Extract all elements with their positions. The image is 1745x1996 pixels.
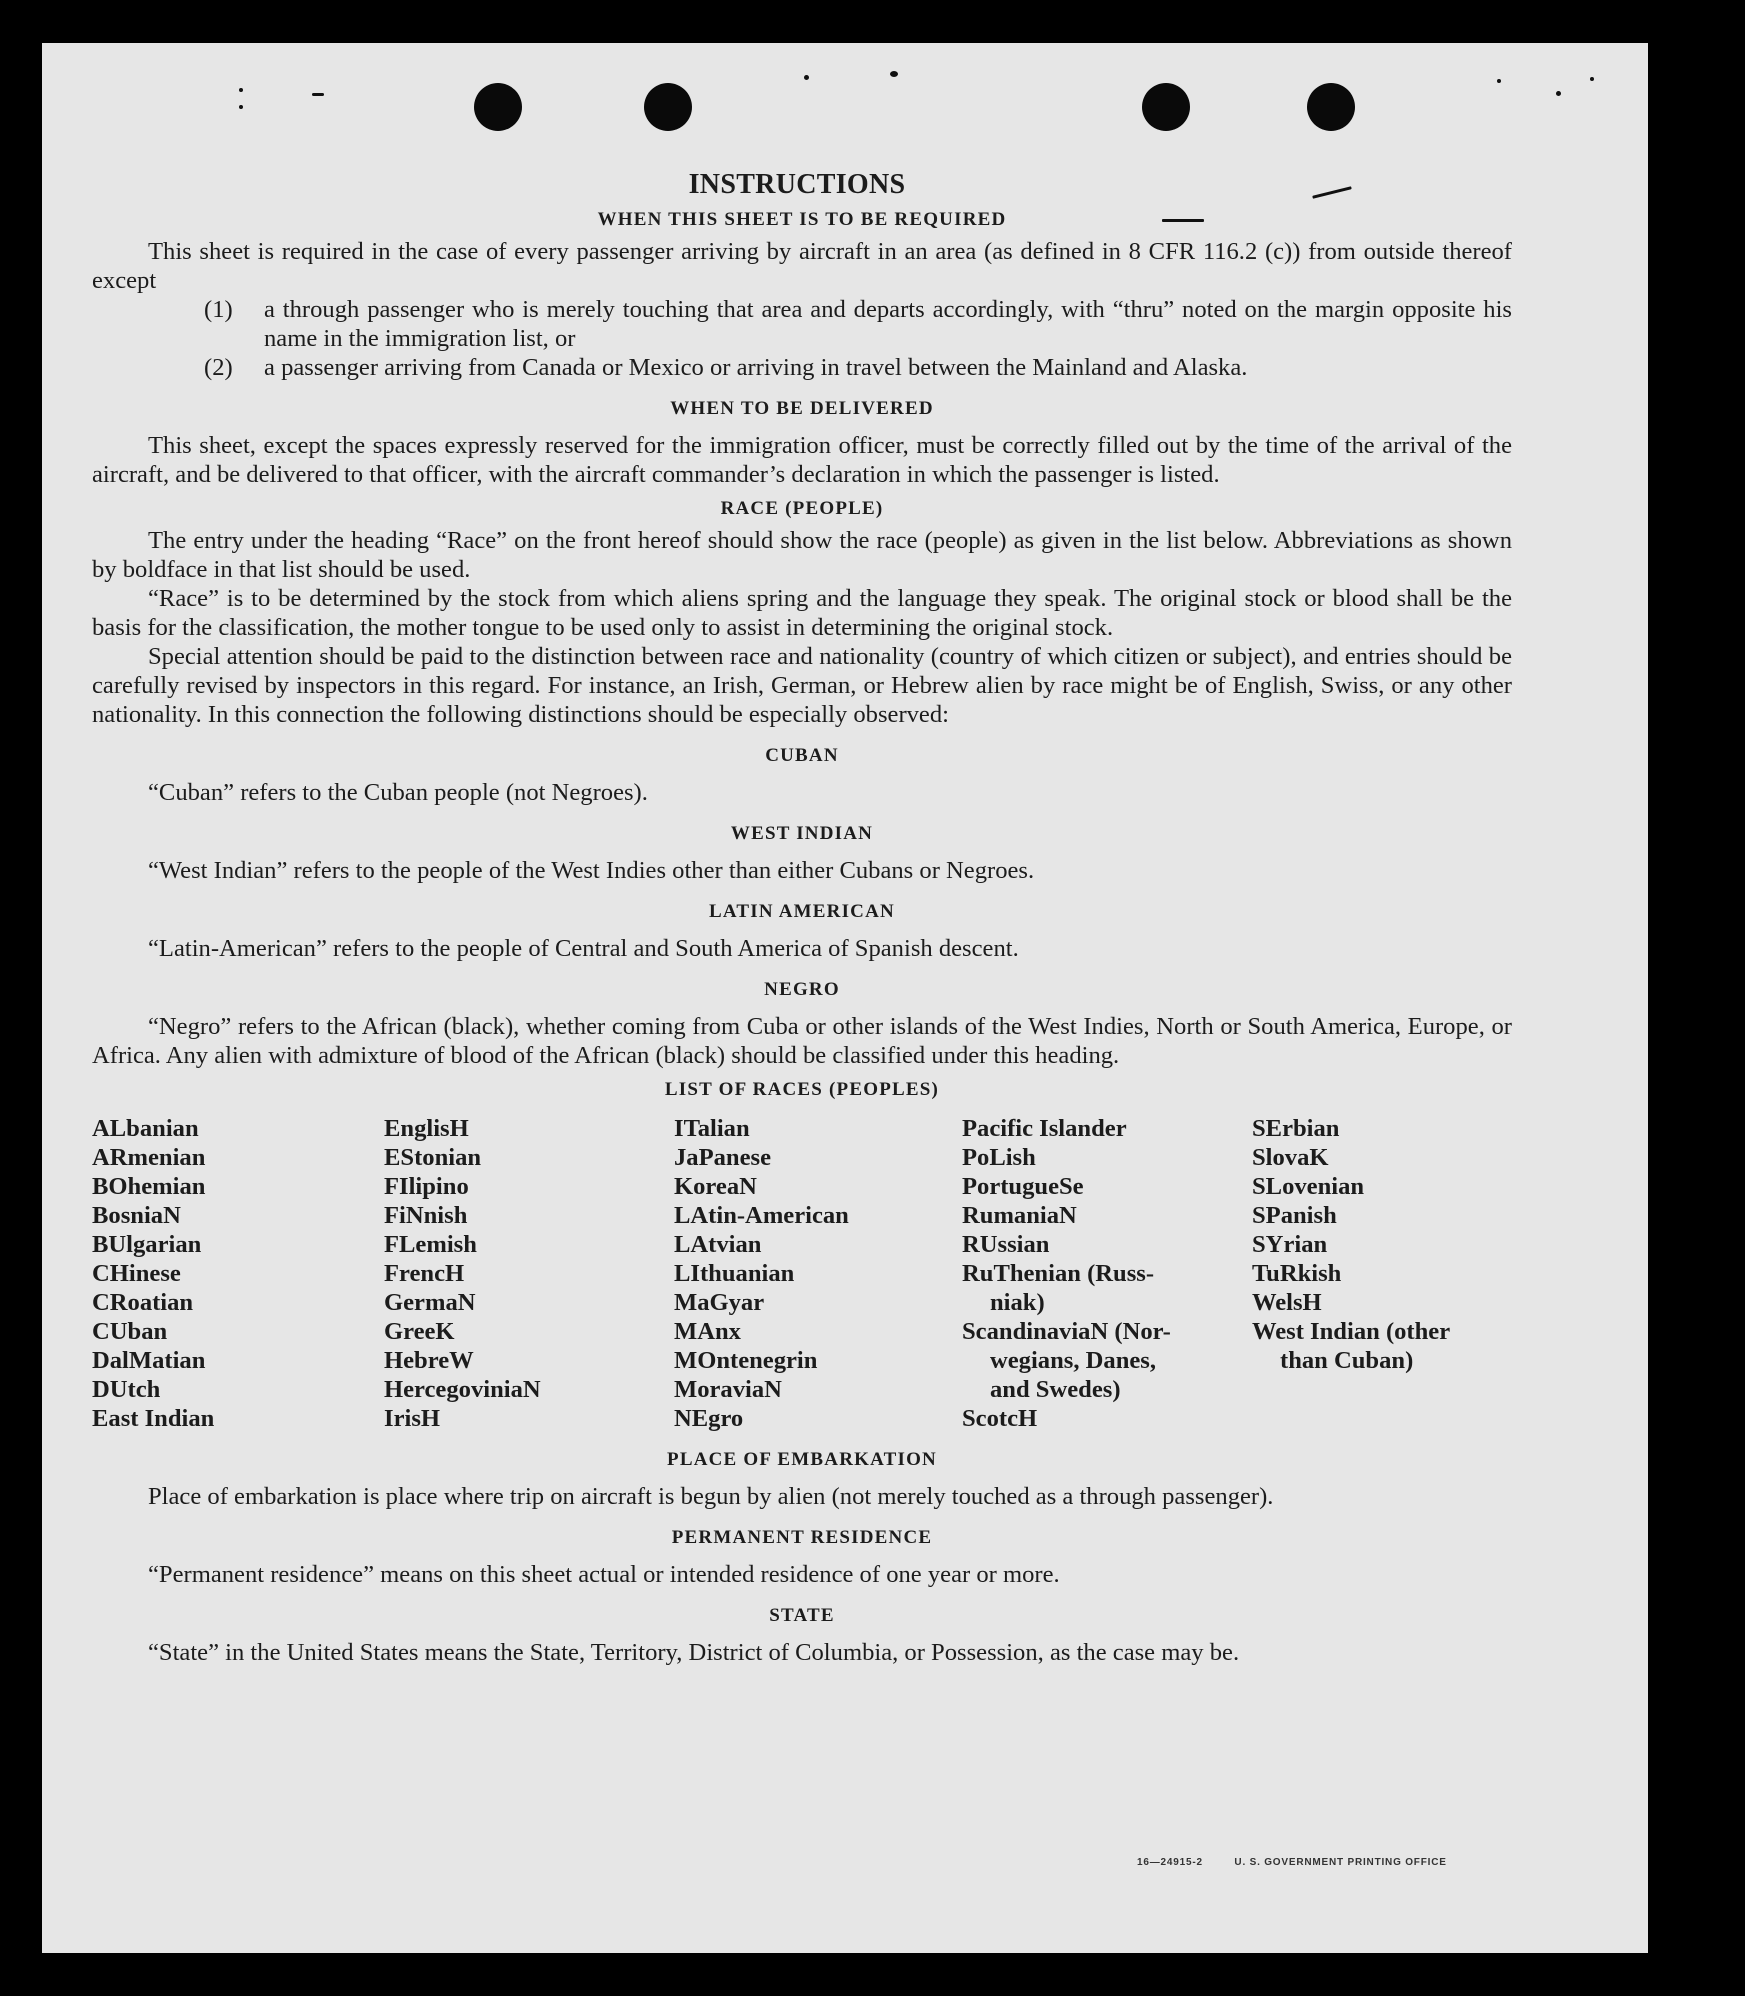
race-name: MaGyar [674,1289,765,1316]
race-entry [1252,1230,1512,1259]
speck [890,71,898,77]
race-entry [92,1143,384,1172]
section-heading: PERMANENT RESIDENCE [671,1527,933,1548]
race-entry [92,1114,384,1143]
race-name: ARmenian [92,1144,206,1171]
race-name: FiNnish [384,1202,468,1229]
section-paragraph: “Race” is to be determined by the stock from which aliens spring and the language they speak. The original stock or blood shall be the basis for the classification, the mother tongue to be used only to assist in determining the original stock. [92,585,1512,641]
races-column [674,1114,962,1433]
race-entry [92,1375,384,1404]
printer-name: U. S. GOVERNMENT PRINTING OFFICE [1234,1857,1447,1868]
section-paragraph: Special attention should be paid to the distinction between race and nationality (country of which citizen or subject), and entries should be carefully revised by inspectors in this regard. For instance, an Irish, German, or Hebrew alien by race might be of English, Swiss, or any other nationality. In this connection the following distinctions should be especially observed: [92,643,1512,728]
race-entry [384,1172,674,1201]
race-entry [1252,1259,1512,1288]
punch-hole [1307,83,1355,131]
race-entry [962,1114,1252,1143]
speck [312,93,324,96]
race-entry [674,1201,962,1230]
section-heading: WEST INDIAN [730,823,874,844]
section-paragraph: “State” in the United States means the State, Territory, District of Columbia, or Possession, as the case may be. [148,1639,1240,1666]
race-name: MoraviaN [674,1376,782,1403]
race-name: GermaN [384,1289,476,1316]
sections-after-list [92,1445,1512,1667]
race-entry [962,1404,1252,1433]
race-name: CHinese [92,1260,181,1287]
race-entry [384,1346,674,1375]
race-name-continued: wegians, Danes, [990,1347,1157,1374]
race-entry [384,1404,674,1433]
race-name: NEgro [674,1405,744,1432]
race-name: SlovaK [1252,1144,1329,1171]
section-paragraph: Place of embarkation is place where trip on aircraft is begun by alien (not merely touched as a through passenger). [148,1483,1274,1510]
punch-hole [474,83,522,131]
race-name-continued: niak) [990,1289,1045,1316]
section-paragraph: “Latin-American” refers to the people of Central and South America of Spanish descent. [148,935,1019,962]
race-name: ScandinaviaN (Nor- [962,1318,1171,1345]
race-entry [384,1317,674,1346]
punch-hole [644,83,692,131]
race-name: KoreaN [674,1173,757,1200]
race-name: FIlipino [384,1173,469,1200]
races-column [384,1114,674,1433]
races-list [92,1114,1512,1433]
race-entry [962,1201,1252,1230]
race-name: SErbian [1252,1115,1340,1142]
race-entry [92,1404,384,1433]
speck [239,105,243,109]
race-name: RumaniaN [962,1202,1077,1229]
race-entry [962,1172,1252,1201]
race-entry [674,1288,962,1317]
race-entry [92,1201,384,1230]
race-name-continued: than Cuban) [1280,1347,1414,1374]
race-entry [384,1375,674,1404]
race-entry [384,1201,674,1230]
exception-item [204,295,1512,353]
race-entry [674,1346,962,1375]
section-heading: STATE [769,1605,835,1626]
race-name: MOntenegrin [674,1347,818,1374]
race-name: ALbanian [92,1115,199,1142]
race-name: LIthuanian [674,1260,795,1287]
race-name: PoLish [962,1144,1036,1171]
race-name: MAnx [674,1318,741,1345]
race-name: IrisH [384,1405,441,1432]
race-name: HebreW [384,1347,474,1374]
instructions-content [92,170,1512,1667]
speck [239,88,243,92]
race-entry [92,1172,384,1201]
race-name: BUlgarian [92,1231,202,1258]
printer-footer [1137,1857,1447,1868]
section-paragraph: The entry under the heading “Race” on the front hereof should show the race (people) as given in the list below. Abbreviations as shown by boldface in that list should be used. [92,527,1512,583]
race-name: SLovenian [1252,1173,1365,1200]
section-heading: CUBAN [765,745,839,766]
races-column [1252,1114,1512,1433]
race-entry [384,1114,674,1143]
race-entry [674,1172,962,1201]
document-sheet [42,43,1648,1953]
section-paragraph: “Permanent residence” means on this sheet actual or intended residence of one year or more. [148,1561,1060,1588]
sections-before-list [92,205,1512,1070]
exception-item [204,353,1512,382]
race-name: CRoatian [92,1289,194,1316]
race-name: JaPanese [674,1144,771,1171]
race-name: SPanish [1252,1202,1337,1229]
race-entry [674,1259,962,1288]
race-name-continued: and Swedes) [990,1376,1121,1403]
race-name: East Indian [92,1405,215,1432]
race-name: Pacific Islander [962,1115,1127,1142]
exception-text: a passenger arriving from Canada or Mexico or arriving in travel between the Mainland and Alaska. [264,354,1248,381]
document-title: INSTRUCTIONS [688,169,906,200]
race-name: FLemish [384,1231,477,1258]
section-paragraph: “Cuban” refers to the Cuban people (not Negroes). [148,779,648,806]
section-paragraph: “Negro” refers to the African (black), whether coming from Cuba or other islands of the West Indies, North or South America, Europe, or Africa. Any alien with admixture of blood of the African (black) should be classified under this heading. [92,1013,1512,1069]
section-heading: PLACE OF EMBARKATION [667,1449,937,1470]
section-paragraph: “West Indian” refers to the people of the West Indies other than either Cubans or Negroes. [148,857,1035,884]
race-entry [1252,1288,1512,1317]
race-entry [384,1230,674,1259]
section-heading: WHEN TO BE DELIVERED [670,398,934,419]
race-entry [92,1259,384,1288]
speck [1590,77,1594,81]
race-entry [674,1375,962,1404]
race-entry [962,1259,1252,1317]
race-entry [674,1404,962,1433]
races-column [92,1114,384,1433]
form-number: 16—24915-2 [1137,1857,1203,1868]
race-name: WelsH [1252,1289,1322,1316]
race-entry [384,1288,674,1317]
exception-number: (2) [204,354,233,381]
race-name: RuThenian (Russ- [962,1260,1155,1287]
section-heading: RACE (PEOPLE) [720,498,884,519]
section-paragraph: This sheet, except the spaces expressly reserved for the immigration officer, must be correctly filled out by the time of the arrival of the aircraft, and be delivered to that officer, with the aircraft commander’s declaration in which the passenger is listed. [92,432,1512,488]
races-column [962,1114,1252,1433]
punch-hole [1142,83,1190,131]
race-name: HercegoviniaN [384,1376,541,1403]
section-heading: WHEN THIS SHEET IS TO BE REQUIRED [597,209,1007,230]
race-entry [962,1230,1252,1259]
race-entry [92,1288,384,1317]
race-name: DalMatian [92,1347,206,1374]
race-name: West Indian (other [1252,1318,1451,1345]
race-entry [1252,1317,1512,1375]
race-name: DUtch [92,1376,161,1403]
race-entry [674,1230,962,1259]
race-entry [92,1346,384,1375]
race-name: LAtin-American [674,1202,849,1229]
speck [1556,91,1561,96]
race-name: GreeK [384,1318,455,1345]
race-entry [1252,1114,1512,1143]
race-entry [1252,1172,1512,1201]
race-entry [384,1143,674,1172]
race-name: SYrian [1252,1231,1328,1258]
section-heading: LATIN AMERICAN [709,901,895,922]
exception-text: a through passenger who is merely touching that area and departs accordingly, with “thru” noted on the margin opposite his name in the immigration list, or [264,296,1512,352]
race-entry [92,1230,384,1259]
race-name: TuRkish [1252,1260,1342,1287]
section-heading: NEGRO [764,979,840,1000]
race-name: PortugueSe [962,1173,1084,1200]
speck [804,75,809,80]
race-entry [962,1143,1252,1172]
race-entry [384,1259,674,1288]
race-name: CUban [92,1318,168,1345]
race-name: EStonian [384,1144,482,1171]
section-paragraph: This sheet is required in the case of every passenger arriving by aircraft in an area (as defined in 8 CFR 116.2 (c)) from outside thereof except [92,238,1512,294]
race-entry [1252,1201,1512,1230]
exception-number: (1) [204,296,233,323]
race-entry [92,1317,384,1346]
race-name: RUssian [962,1231,1050,1258]
race-name: BOhemian [92,1173,206,1200]
race-name: EnglisH [384,1115,469,1142]
race-name: LAtvian [674,1231,762,1258]
race-name: ITalian [674,1115,750,1142]
race-name: FrencH [384,1260,465,1287]
race-entry [962,1317,1252,1404]
race-name: ScotcH [962,1405,1038,1432]
race-entry [674,1143,962,1172]
race-entry [674,1114,962,1143]
speck [1497,79,1501,83]
races-heading: LIST OF RACES (PEOPLES) [664,1079,940,1100]
race-name: BosniaN [92,1202,181,1229]
race-entry [1252,1143,1512,1172]
race-entry [674,1317,962,1346]
